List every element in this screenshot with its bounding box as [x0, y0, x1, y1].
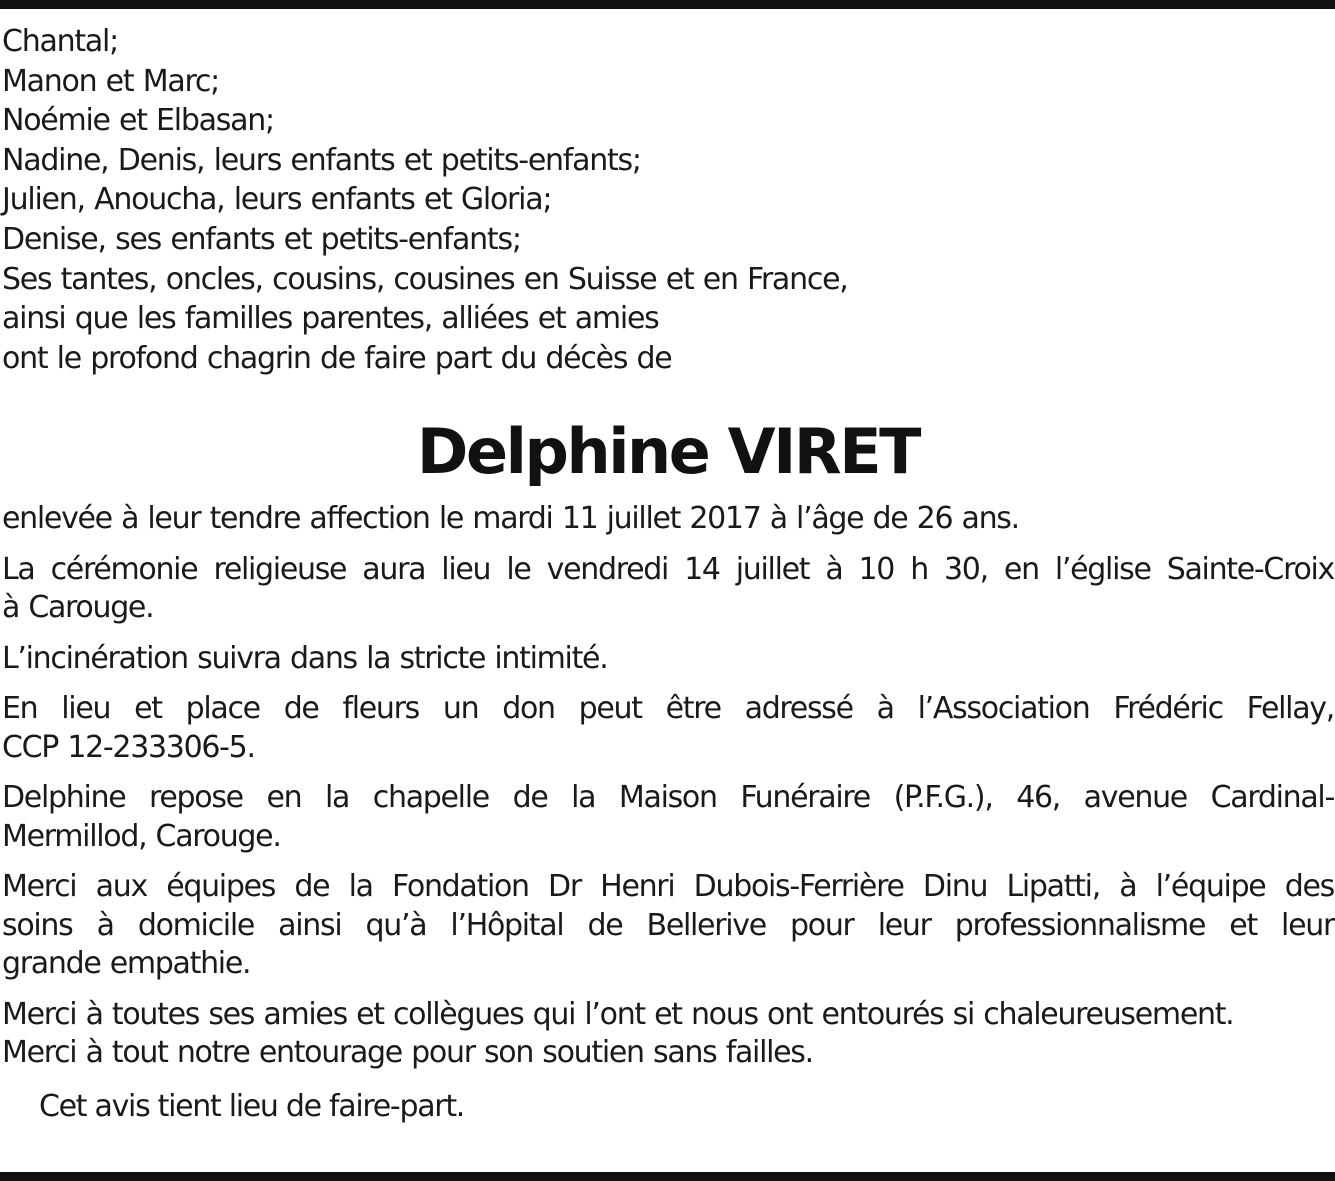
family-line: Denise, ses enfants et petits-enfants; — [2, 221, 521, 257]
friends-line: Merci à tout notre entourage pour son soutien sans failles. — [2, 1035, 813, 1071]
donation-line: En lieu et place de fleurs un don peut être adressé à l’Association Frédéric Fellay, — [2, 691, 1334, 727]
family-line: Manon et Marc; — [2, 63, 219, 99]
family-line: Julien, Anoucha, leurs enfants et Gloria; — [2, 182, 552, 218]
ceremony-line: à Carouge. — [2, 590, 154, 626]
deceased-name: Delphine VIRET — [416, 415, 920, 489]
family-line: Ses tantes, oncles, cousins, cousines en Suisse et en France, — [2, 261, 848, 297]
ceremony-line: La cérémonie religieuse aura lieu le vendredi 14 juillet à 10 h 30, en l’église Sainte-Croix — [2, 551, 1334, 587]
family-line: Noémie et Elbasan; — [2, 103, 274, 139]
family-line: Nadine, Denis, leurs enfants et petits-enfants; — [2, 142, 641, 178]
incineration-line: L’incinération suivra dans la stricte intimité. — [2, 640, 608, 676]
thanks-line: grande empathie. — [2, 946, 251, 982]
family-list — [2, 22, 1334, 378]
thanks-line: soins à domicile ainsi qu’à l’Hôpital de Bellerive pour leur professionnalisme et leur — [2, 907, 1334, 943]
thanks-paragraph — [2, 868, 1334, 984]
friends-paragraph — [2, 996, 1334, 1073]
rests-line: Mermillod, Carouge. — [2, 818, 281, 854]
incineration-paragraph — [2, 640, 1334, 679]
closing-line: Cet avis tient lieu de faire-part. — [39, 1088, 465, 1124]
top-border-rule — [0, 0, 1335, 9]
friends-line: Merci à toutes ses amies et collègues qui l’ont et nous ont entourés si chaleureusement. — [2, 996, 1234, 1032]
ceremony-paragraph — [2, 551, 1334, 628]
donation-line: CCP 12-233306-5. — [2, 729, 255, 765]
family-line: ont le profond chagrin de faire part du décès de — [2, 340, 672, 376]
donation-paragraph — [2, 690, 1334, 767]
obituary-notice — [2, 22, 1334, 1126]
rests-line: Delphine repose en la chapelle de la Maison Funéraire (P.F.G.), 46, avenue Cardinal- — [2, 780, 1334, 816]
rests-paragraph — [2, 779, 1334, 856]
death-announcement — [2, 500, 1334, 539]
bottom-border-rule — [0, 1172, 1335, 1181]
family-line: Chantal; — [2, 24, 118, 59]
death-line: enlevée à leur tendre affection le mardi 11 juillet 2017 à l’âge de 26 ans. — [2, 501, 1019, 537]
family-line: ainsi que les familles parentes, alliées et amies — [2, 301, 659, 337]
thanks-line: Merci aux équipes de la Fondation Dr Henri Dubois-Ferrière Dinu Lipatti, à l’équipe des — [2, 869, 1334, 905]
